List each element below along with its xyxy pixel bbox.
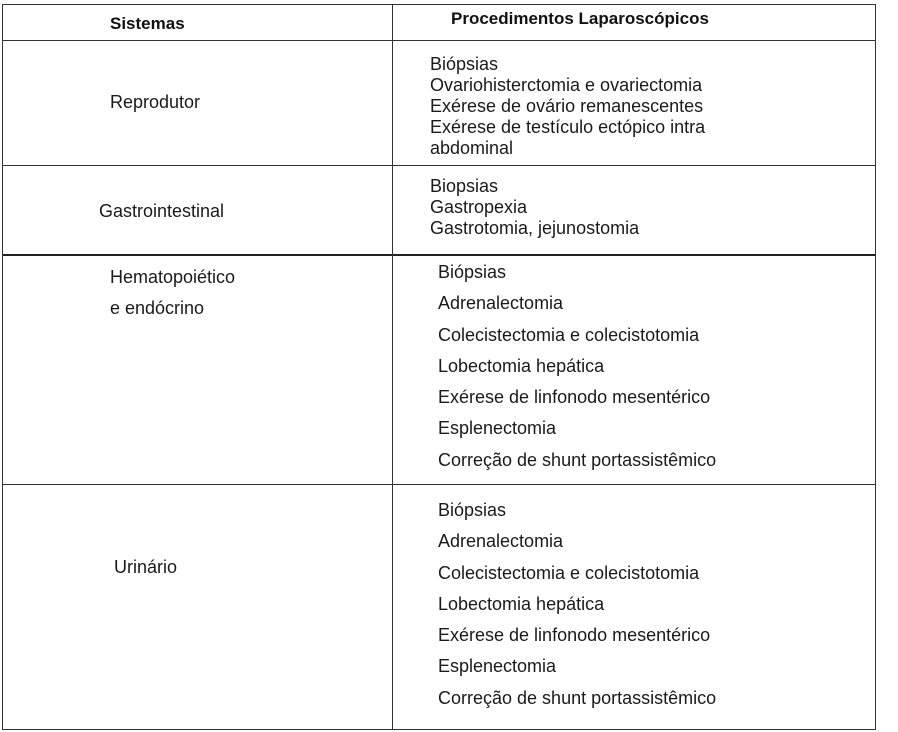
system-cell: [110, 87, 200, 117]
table-top-border: [2, 4, 875, 5]
system-cell: [110, 262, 235, 324]
procedure-item: Colecistectomia e colecistotomia: [438, 324, 700, 345]
header-systems: Sistemas: [110, 14, 185, 33]
procedure-item: Gastrotomia, jejunostomia: [430, 218, 640, 238]
procedure-item: Correção de shunt portassistêmico: [438, 449, 717, 470]
procedure-item: Colecistectomia e colecistotomia: [438, 562, 700, 583]
procedure-item: Biópsias: [438, 262, 507, 282]
procedures-cell: [430, 54, 705, 159]
procedure-item: Lobectomia hepática: [438, 593, 605, 614]
system-label: Reprodutor: [110, 92, 201, 112]
table-bottom-border: [2, 729, 875, 730]
row-divider: [2, 165, 875, 166]
column-divider: [392, 4, 393, 730]
row-divider: [2, 484, 875, 485]
procedure-item: Biopsias: [430, 176, 499, 196]
procedure-item: Biópsias: [430, 54, 499, 74]
system-cell: [99, 196, 224, 226]
procedure-item: Exérese de linfonodo mesentérico: [438, 625, 711, 646]
procedure-item: Gastropexia: [430, 197, 528, 217]
procedure-item: Esplenectomia: [438, 656, 557, 677]
table-left-border: [2, 4, 3, 730]
procedures-cell: [438, 257, 716, 476]
system-label: Gastrointestinal: [99, 201, 225, 221]
procedure-item: Lobectomia hepática: [438, 355, 605, 376]
procedure-item: Adrenalectomia: [438, 293, 564, 314]
system-label: e endócrino: [110, 298, 205, 318]
procedure-item: Adrenalectomia: [438, 531, 564, 552]
procedure-item: Exérese de linfonodo mesentérico: [438, 387, 711, 408]
procedure-item: abdominal: [430, 138, 514, 158]
procedure-item: Biópsias: [438, 500, 507, 520]
procedure-item: Ovariohisterctomia e ovariectomia: [430, 75, 703, 95]
procedure-item: Exérese de ovário remanescentes: [430, 96, 704, 116]
system-label: Hematopoiético: [110, 267, 236, 287]
procedure-item: Exérese de testículo ectópico intra: [430, 117, 706, 137]
procedure-item: Correção de shunt portassistêmico: [438, 687, 717, 708]
system-cell: [114, 552, 177, 582]
system-label: Urinário: [114, 557, 178, 577]
header-divider: [2, 40, 875, 41]
procedures-cell: [430, 176, 639, 239]
table-right-border: [875, 4, 876, 730]
row-divider: [2, 254, 875, 256]
header-procedures: Procedimentos Laparoscópicos: [451, 9, 709, 28]
procedure-item: Esplenectomia: [438, 418, 557, 439]
procedures-cell: [438, 495, 716, 714]
